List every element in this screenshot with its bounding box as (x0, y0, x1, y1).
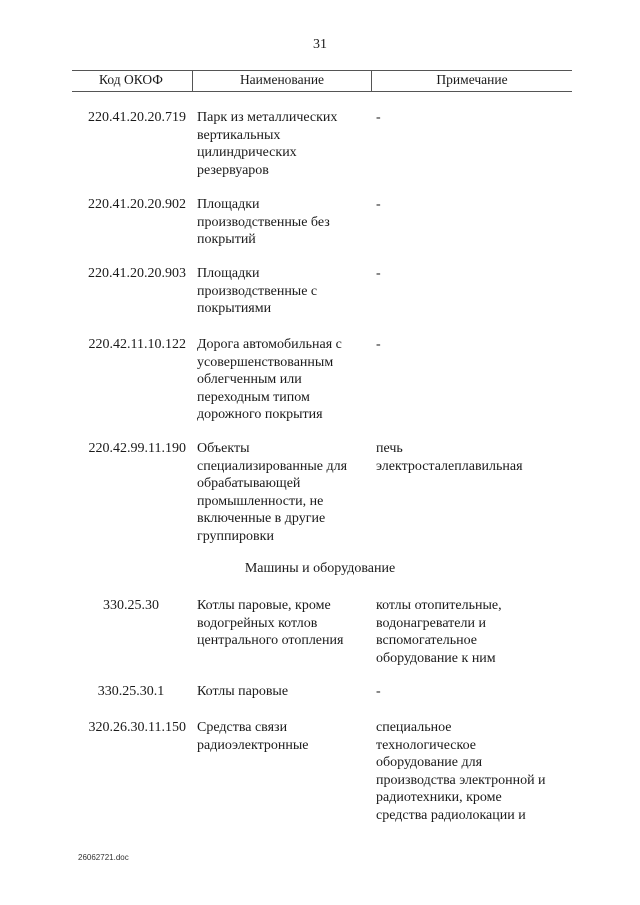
row-code: 220.42.11.10.122 (88, 337, 186, 352)
header-name: Наименование (192, 71, 372, 91)
row-code: 320.26.30.11.150 (88, 720, 186, 735)
table-header (72, 70, 572, 92)
row-note: - (376, 110, 381, 125)
row-name: Площадки производственные без покрытий (197, 197, 330, 247)
header-code: Код ОКОФ (99, 72, 163, 87)
row-note: специальное технологическое оборудование для производства электронной и радиотехники, кроме средства радиолокации и (376, 720, 546, 823)
row-note: - (376, 197, 381, 212)
row-note: - (376, 337, 381, 352)
row-note: - (376, 266, 381, 281)
footer-filename: 26062721.doc (78, 853, 129, 862)
row-note: котлы отопительные, водонагреватели и вспомогательное оборудование к ним (376, 598, 502, 666)
row-name: Дорога автомобильная с усовершенствованным облегченным или переходным типом дорожного покрытия (197, 337, 342, 422)
row-code: 330.25.30.1 (97, 684, 165, 699)
row-note: - (376, 684, 381, 699)
row-code: 220.41.20.20.903 (88, 266, 186, 281)
row-name: Котлы паровые (197, 684, 289, 699)
page-number: 31 (313, 37, 327, 52)
row-name: Объекты специализированные для обрабатывающей промышленности, не включенные в другие группировки (197, 441, 348, 544)
row-code: 330.25.30 (103, 598, 159, 613)
header-note: Примечание (436, 72, 508, 87)
row-name: Площадки производственные с покрытиями (197, 266, 318, 316)
row-note: печь электросталеплавильная (376, 441, 523, 474)
row-code: 220.41.20.20.719 (88, 110, 186, 125)
section-title: Машины и оборудование (244, 561, 396, 576)
row-code: 220.42.99.11.190 (88, 441, 186, 456)
row-code: 220.41.20.20.902 (88, 197, 186, 212)
row-name: Парк из металлических вертикальных цилиндрических резервуаров (197, 110, 338, 178)
row-name: Средства связи радиоэлектронные (197, 720, 309, 753)
row-name: Котлы паровые, кроме водогрейных котлов центрального отопления (197, 598, 344, 648)
